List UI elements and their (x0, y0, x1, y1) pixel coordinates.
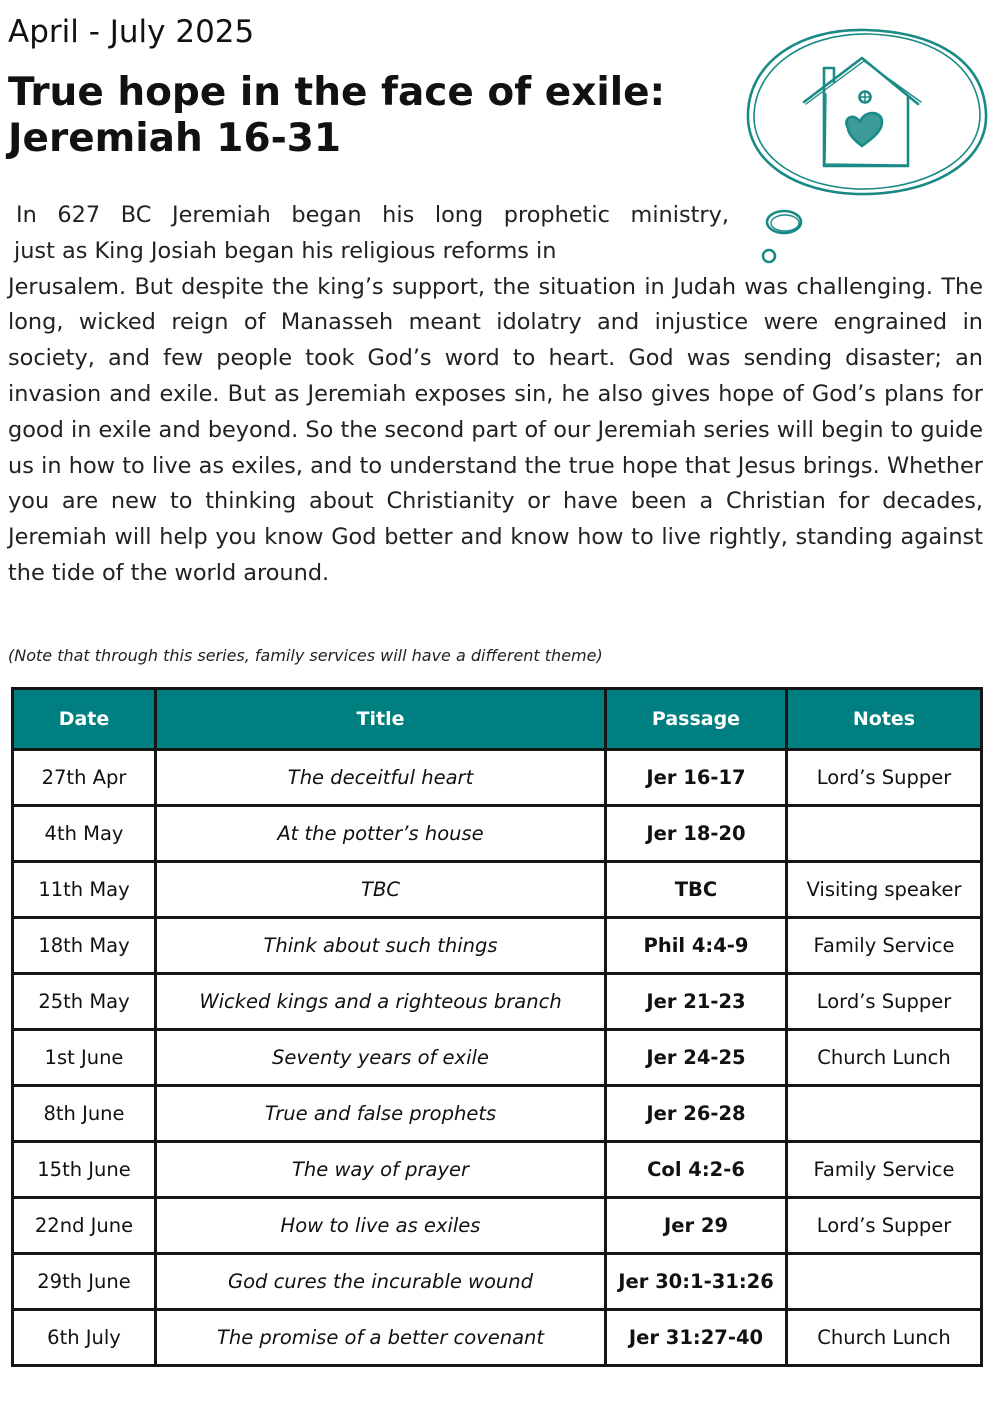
date-range: April - July 2025 (8, 14, 255, 50)
table-row (13, 750, 982, 806)
header-date: Date (13, 689, 156, 750)
table-row (13, 1310, 982, 1366)
table-row (13, 918, 982, 974)
cell-passage: Jer 21-23 (606, 974, 787, 1030)
cell-date: 4th May (13, 806, 156, 862)
schedule-table (11, 687, 983, 1367)
cell-notes: Family Service (787, 918, 982, 974)
cell-notes: Lord’s Supper (787, 1198, 982, 1254)
cell-title: At the potter’s house (156, 806, 606, 862)
cell-title: Think about such things (156, 918, 606, 974)
page-title-line-2: Jeremiah 16-31 (8, 116, 342, 161)
cell-notes: Church Lunch (787, 1310, 982, 1366)
page-title-line-1: True hope in the face of exile: (8, 70, 666, 115)
cell-date: 18th May (13, 918, 156, 974)
cell-date: 15th June (13, 1142, 156, 1198)
cell-notes: Visiting speaker (787, 862, 982, 918)
table-row (13, 1030, 982, 1086)
table-row (13, 862, 982, 918)
table-row (13, 1086, 982, 1142)
cell-notes (787, 806, 982, 862)
table-header-row (13, 689, 982, 750)
cell-notes (787, 1086, 982, 1142)
intro-paragraph (8, 198, 983, 592)
cell-title: Wicked kings and a righteous branch (156, 974, 606, 1030)
cell-date: 6th July (13, 1310, 156, 1366)
header-title: Title (156, 689, 606, 750)
cell-title: God cures the incurable wound (156, 1254, 606, 1310)
cell-notes: Lord’s Supper (787, 750, 982, 806)
cell-passage: Jer 26-28 (606, 1086, 787, 1142)
cell-date: 25th May (13, 974, 156, 1030)
cell-title: True and false prophets (156, 1086, 606, 1142)
cell-title: How to live as exiles (156, 1198, 606, 1254)
cell-title: Seventy years of exile (156, 1030, 606, 1086)
cell-notes: Lord’s Supper (787, 974, 982, 1030)
cell-title: The deceitful heart (156, 750, 606, 806)
cell-date: 11th May (13, 862, 156, 918)
series-note: (Note that through this series, family services will have a different theme) (8, 646, 603, 665)
intro-line-1: In 627 BC Jeremiah began his long prophetic ministry, (16, 202, 729, 228)
cell-date: 29th June (13, 1254, 156, 1310)
cell-title: TBC (156, 862, 606, 918)
cell-date: 22nd June (13, 1198, 156, 1254)
cell-passage: Jer 16-17 (606, 750, 787, 806)
cell-passage: Jer 31:27-40 (606, 1310, 787, 1366)
cell-passage: Phil 4:4-9 (606, 918, 787, 974)
cell-passage: Jer 24-25 (606, 1030, 787, 1086)
cell-date: 8th June (13, 1086, 156, 1142)
intro-body: Jerusalem. But despite the king’s support, the situation in Judah was challenging. The long, wicked reign of Manasseh meant idolatry and injustice were engrained in society, and few people took God’s word to heart. God was sending disaster; an invasion and exile. But as Jeremiah exposes sin, he also gives hope of God’s plans for good in exile and beyond. So the second part of our Jeremiah series will begin to guide us in how to live as exiles, and to understand the true hope that Jesus brings. Whether you are new to thinking about Christianity or have been a Christian for decades, Jeremiah will help you know God better and know how to live rightly, standing against the tide of the world around. (8, 273, 983, 586)
cell-passage: TBC (606, 862, 787, 918)
cell-notes (787, 1254, 982, 1310)
table-row (13, 1254, 982, 1310)
cell-title: The promise of a better covenant (156, 1310, 606, 1366)
page-title (8, 70, 665, 162)
cell-passage: Col 4:2-6 (606, 1142, 787, 1198)
cell-date: 1st June (13, 1030, 156, 1086)
cell-passage: Jer 29 (606, 1198, 787, 1254)
cell-notes: Family Service (787, 1142, 982, 1198)
table-row (13, 974, 982, 1030)
cell-title: The way of prayer (156, 1142, 606, 1198)
header-passage: Passage (606, 689, 787, 750)
table-row (13, 1142, 982, 1198)
cell-notes: Church Lunch (787, 1030, 982, 1086)
cell-date: 27th Apr (13, 750, 156, 806)
cell-passage: Jer 30:1-31:26 (606, 1254, 787, 1310)
table-row (13, 806, 982, 862)
intro-line-2: just as King Josiah began his religious reforms in (14, 237, 557, 264)
header-notes: Notes (787, 689, 982, 750)
cell-passage: Jer 18-20 (606, 806, 787, 862)
table-row (13, 1198, 982, 1254)
